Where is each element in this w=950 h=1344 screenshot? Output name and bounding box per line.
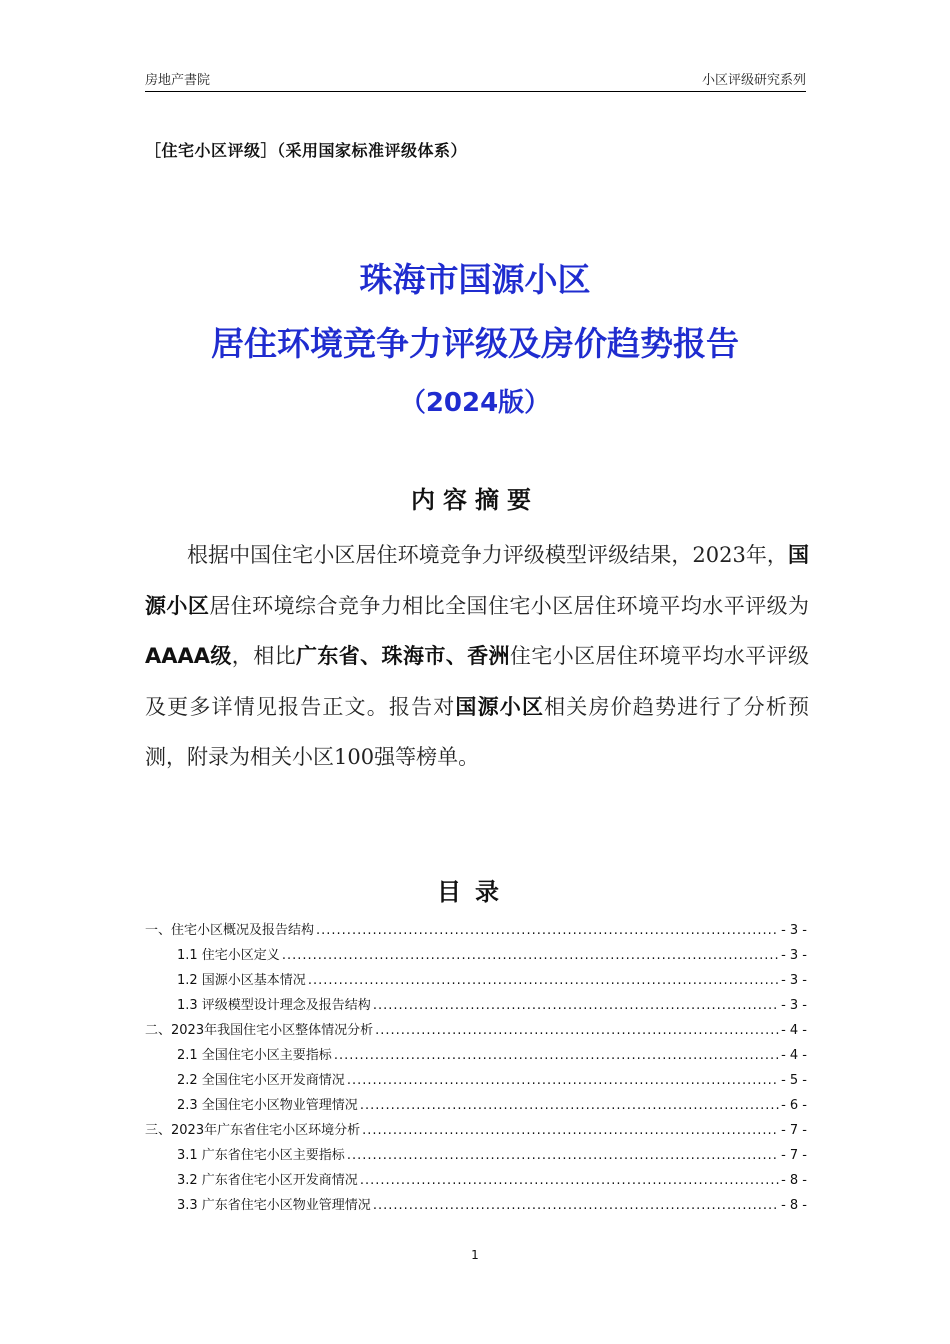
toc-entry-label: 1.1 住宅小区定义 bbox=[177, 948, 280, 963]
toc-entry-page: - 7 - bbox=[781, 1123, 807, 1138]
toc-entry-section-1[interactable] bbox=[145, 918, 807, 943]
report-edition: （2024版） bbox=[399, 388, 551, 418]
toc-entry-label: 二、2023年我国住宅小区整体情况分析 bbox=[145, 1023, 374, 1038]
toc-entry-label: 2.3 全国住宅小区物业管理情况 bbox=[177, 1098, 358, 1113]
toc-entry-3-3[interactable] bbox=[145, 1193, 807, 1218]
toc-leader-dots bbox=[347, 1068, 779, 1093]
toc-leader-dots bbox=[316, 918, 779, 943]
summary-heading: 内容摘要 bbox=[411, 486, 539, 514]
summary-bold-rating: AAAA级 bbox=[145, 644, 232, 668]
header-right-text: 小区评级研究系列 bbox=[701, 73, 806, 88]
summary-text: 相关房价趋势进行了分析预测，附录为相关小区100强等榜单。 bbox=[145, 694, 810, 769]
toc-entry-page: - 5 - bbox=[781, 1073, 807, 1088]
toc-leader-dots bbox=[362, 1118, 779, 1143]
toc-entry-page: - 4 - bbox=[781, 1023, 807, 1038]
toc-entry-section-3[interactable] bbox=[145, 1118, 807, 1143]
toc-leader-dots bbox=[373, 1193, 779, 1218]
toc-entry-1-1[interactable] bbox=[145, 943, 807, 968]
toc-entry-1-3[interactable] bbox=[145, 993, 807, 1018]
toc-entry-label: 3.1 广东省住宅小区主要指标 bbox=[177, 1148, 345, 1163]
toc-heading: 目录 bbox=[437, 878, 513, 906]
toc-entry-label: 3.3 广东省住宅小区物业管理情况 bbox=[177, 1198, 371, 1213]
toc-entry-page: - 4 - bbox=[781, 1048, 807, 1063]
toc-entry-page: - 3 - bbox=[781, 948, 807, 963]
toc-leader-dots bbox=[282, 943, 779, 968]
toc-entry-label: 2.1 全国住宅小区主要指标 bbox=[177, 1048, 332, 1063]
summary-text: 居住环境综合竞争力相比全国住宅小区居住环境平均水平评级为 bbox=[209, 593, 810, 618]
toc-entry-1-2[interactable] bbox=[145, 968, 807, 993]
summary-bold-community: 国源小区 bbox=[145, 543, 809, 618]
page-number: 1 bbox=[471, 1248, 479, 1262]
report-category: ［住宅小区评级］（采用国家标准评级体系） bbox=[145, 141, 468, 160]
toc-entry-page: - 8 - bbox=[781, 1198, 807, 1213]
toc-entry-label: 1.2 国源小区基本情况 bbox=[177, 973, 306, 988]
toc-entry-2-1[interactable] bbox=[145, 1043, 807, 1068]
toc-leader-dots bbox=[334, 1043, 779, 1068]
page-header bbox=[145, 66, 806, 88]
toc-entry-label: 2.2 全国住宅小区开发商情况 bbox=[177, 1073, 345, 1088]
toc-entry-section-2[interactable] bbox=[145, 1018, 807, 1043]
toc-leader-dots bbox=[375, 1018, 779, 1043]
summary-bold-regions: 广东省、珠海市、香洲 bbox=[295, 644, 510, 668]
toc-entry-page: - 8 - bbox=[781, 1173, 807, 1188]
header-left-text: 房地产書院 bbox=[145, 73, 211, 88]
toc-entry-page: - 3 - bbox=[781, 973, 807, 988]
table-of-contents bbox=[145, 918, 807, 1218]
toc-entry-page: - 3 - bbox=[781, 998, 807, 1013]
toc-leader-dots bbox=[347, 1143, 779, 1168]
toc-entry-3-1[interactable] bbox=[145, 1143, 807, 1168]
summary-paragraph bbox=[145, 530, 809, 783]
header-divider bbox=[145, 91, 806, 92]
toc-entry-2-3[interactable] bbox=[145, 1093, 807, 1118]
toc-entry-label: 3.2 广东省住宅小区开发商情况 bbox=[177, 1173, 358, 1188]
toc-entry-page: - 3 - bbox=[781, 923, 807, 938]
toc-leader-dots bbox=[360, 1093, 779, 1118]
report-title-line1: 珠海市国源小区 bbox=[359, 260, 591, 299]
toc-entry-2-2[interactable] bbox=[145, 1068, 807, 1093]
toc-leader-dots bbox=[373, 993, 779, 1018]
summary-text: ，相比 bbox=[231, 644, 296, 668]
toc-entry-page: - 6 - bbox=[781, 1098, 807, 1113]
toc-entry-label: 三、2023年广东省住宅小区环境分析 bbox=[145, 1123, 361, 1138]
summary-text: 住宅小区居住环境平均水平评级及更多详情见报告正文。报告对 bbox=[145, 644, 810, 719]
report-title-line2: 居住环境竞争力评级及房价趋势报告 bbox=[211, 324, 739, 363]
summary-text: 根据中国住宅小区居住环境竞争力评级模型评级结果，2023年， bbox=[187, 543, 788, 567]
toc-entry-page: - 7 - bbox=[781, 1148, 807, 1163]
toc-entry-label: 一、住宅小区概况及报告结构 bbox=[145, 923, 315, 938]
toc-leader-dots bbox=[360, 1168, 779, 1193]
toc-entry-label: 1.3 评级模型设计理念及报告结构 bbox=[177, 998, 371, 1013]
toc-entry-3-2[interactable] bbox=[145, 1168, 807, 1193]
toc-leader-dots bbox=[308, 968, 779, 993]
summary-bold-community: 国源小区 bbox=[455, 694, 545, 719]
